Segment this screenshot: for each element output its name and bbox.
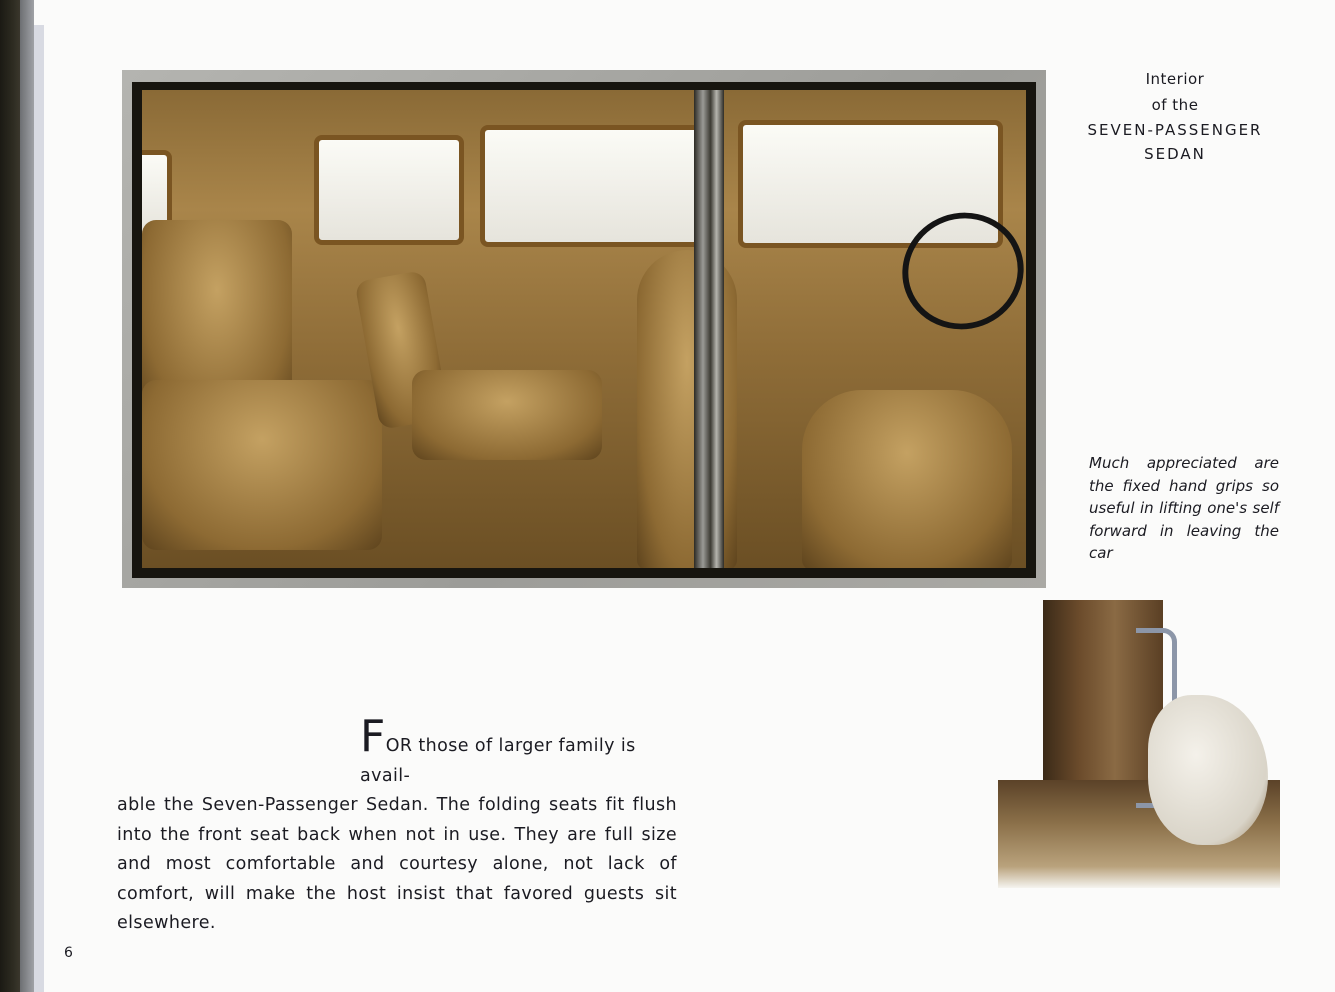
front-seat-cushion	[802, 390, 1012, 568]
door-pillar	[694, 90, 724, 568]
binding-edge	[0, 0, 20, 992]
caption-line: of the	[1151, 96, 1199, 114]
interior-photo	[132, 82, 1036, 578]
body-paragraph: able the Seven-Passenger Sedan. The folding seats fit flush into the front seat back when not in use. They are full size and most comfortable and courtesy alone, not lack of comfort, will make the host insist that favored guests sit elsewhere.	[117, 795, 677, 933]
sedan-interior-illustration	[142, 90, 1026, 568]
interior-photo-frame	[122, 70, 1046, 588]
binding-edge-gray	[20, 0, 34, 992]
caption-line: Interior	[1145, 70, 1205, 88]
page-number: 6	[64, 945, 73, 961]
first-line-text: OR those of larger family is avail-	[360, 736, 636, 786]
caption-model: SEVEN-PASSENGER	[1087, 121, 1263, 139]
hand-grip-note: Much appreciated are the fixed hand grips so useful in lifting one's self forward in leaving the car	[1089, 454, 1279, 562]
rear-door-window	[480, 125, 705, 247]
page-edge	[34, 25, 44, 992]
rear-seat-cushion	[142, 380, 382, 550]
hand	[1148, 695, 1268, 845]
caption-body-style: SEDAN	[1144, 145, 1206, 163]
rear-side-window	[314, 135, 464, 245]
photo-caption	[1070, 66, 1280, 166]
body-first-line	[117, 711, 677, 791]
drop-cap: F	[360, 711, 386, 762]
folding-seat-cushion	[412, 370, 602, 460]
hand-grip-photo	[998, 600, 1280, 888]
body-text	[117, 711, 677, 939]
